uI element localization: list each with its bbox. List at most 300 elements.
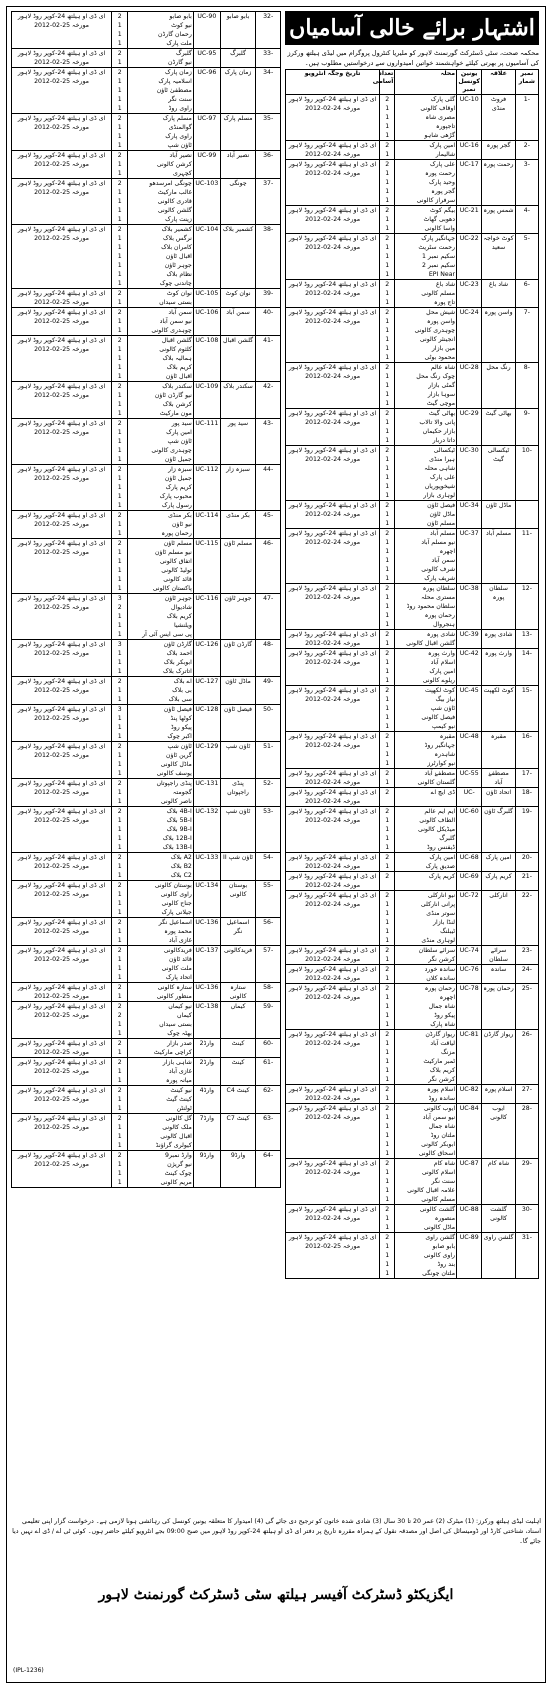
row-counts-line: 1 xyxy=(385,1215,390,1222)
row-counts-line: 1 xyxy=(385,612,390,619)
row-counts-line: 1 xyxy=(385,123,390,130)
row-counts-line: 1 xyxy=(117,493,122,500)
table-row xyxy=(286,234,539,280)
row-counts-line: 1 xyxy=(385,621,390,628)
row-locations-line: کریم پارک xyxy=(165,484,192,491)
row-locations xyxy=(395,1030,457,1085)
row-uc: UC-105 xyxy=(193,289,220,308)
row-counts-line: 1 xyxy=(385,354,390,361)
row-counts xyxy=(380,234,395,280)
row-interview: ای ڈی او ہیلتھ 24-کوپر روڈ لاہور مورخہ 24-02-2012 xyxy=(286,409,380,446)
row-counts-line: 1 xyxy=(385,253,390,260)
row-number: -13 xyxy=(515,630,538,649)
row-locations xyxy=(128,179,194,225)
row-locations-line: ابوبکر بلاک xyxy=(163,659,192,666)
row-counts xyxy=(112,12,128,49)
row-number: -23 xyxy=(515,946,538,965)
row-number: -10 xyxy=(515,446,538,501)
row-locations-line: اسلامیہ پارک xyxy=(158,78,192,85)
row-area: گلشت کالونی xyxy=(482,1205,515,1233)
row-area: بوستان کالونی xyxy=(220,881,256,918)
row-number: -45 xyxy=(256,511,281,539)
row-counts xyxy=(380,141,395,160)
row-locations-line: منصورہ xyxy=(434,1215,456,1222)
row-counts xyxy=(112,1058,128,1086)
row-counts-line: 1 xyxy=(385,696,390,703)
row-uc: UC-69 xyxy=(457,872,482,891)
row-locations-line: صدیق پارک xyxy=(425,863,456,870)
row-counts-line: 2 xyxy=(117,1087,122,1094)
row-counts-line: 1 xyxy=(385,1224,390,1231)
row-number: -41 xyxy=(256,336,281,382)
row-uc: وارڈ2 xyxy=(193,1039,220,1058)
row-locations-line: ریلوے کالونی xyxy=(422,677,456,684)
row-counts-line: 1 xyxy=(117,355,122,362)
row-area: کشمیر بلاک xyxy=(220,225,256,289)
row-number: -32 xyxy=(256,12,281,49)
row-locations xyxy=(128,742,194,779)
row-uc: UC-131 xyxy=(193,779,220,807)
row-locations-line: شاہ جمال xyxy=(428,1123,456,1130)
row-interview: ای ڈی او ہیلتھ 24-کوپر روڈ لاہور مورخہ 24-02-2012 xyxy=(286,160,380,206)
row-counts-line: 1 xyxy=(385,575,390,582)
row-counts-line: 1 xyxy=(385,723,390,730)
row-locations xyxy=(128,308,194,336)
row-counts-line: 1 xyxy=(117,198,122,205)
row-uc: UC-96 xyxy=(193,68,220,114)
row-locations-line: موچی گیٹ xyxy=(426,400,456,407)
row-locations-line: نیاز بیگ xyxy=(435,696,456,703)
row-locations-line: وارڈ نمبر9 xyxy=(164,1152,192,1159)
header-uc: یونین کونسل نمبر xyxy=(458,70,480,93)
row-area: کیماں xyxy=(220,1002,256,1039)
table-row xyxy=(286,984,539,1030)
row-interview: ای ڈی او ہیلتھ 24-کوپر روڈ لاہور مورخہ 24-02-2012 xyxy=(286,686,380,732)
row-counts xyxy=(380,95,395,141)
row-locations xyxy=(128,881,194,918)
vacancy-table-right xyxy=(285,69,539,1279)
row-locations-line: ویلنشیا xyxy=(173,622,192,629)
row-counts xyxy=(380,501,395,529)
row-counts-line: 1 xyxy=(117,392,122,399)
row-locations-line: مسلم پارک xyxy=(162,115,192,122)
row-counts-line: 1 xyxy=(117,622,122,629)
row-locations-line: راوی کالونی xyxy=(423,1252,456,1259)
row-locations-line: کوٹھا پنڈ xyxy=(170,715,192,722)
row-counts-line: 1 xyxy=(117,956,122,963)
row-uc: UC-97 xyxy=(193,114,220,151)
row-counts-line: 1 xyxy=(117,789,122,796)
row-counts xyxy=(380,1085,395,1104)
row-locations-line: چوک رنگ محل xyxy=(416,373,456,380)
row-number: -16 xyxy=(515,732,538,769)
row-locations-line: ستارہ کالونی xyxy=(157,984,192,991)
row-number: -33 xyxy=(256,49,281,68)
row-locations-line: اسماعیل نگر xyxy=(158,919,192,926)
row-locations-line: یوسف کالونی xyxy=(156,770,192,777)
row-area: چونگی xyxy=(220,179,256,225)
row-locations-line: سید پور xyxy=(171,420,192,427)
header-no: نمبر شمار xyxy=(515,70,538,95)
table-row xyxy=(286,788,539,807)
row-number: -39 xyxy=(256,289,281,308)
row-locations xyxy=(128,382,194,419)
row-interview: ای ڈی او ہیلتھ 24-کوپر روڈ لاہور مورخہ 24-02-2012 xyxy=(286,1205,380,1233)
table-row xyxy=(12,419,281,465)
table-row xyxy=(286,280,539,308)
row-counts-line: 1 xyxy=(117,1049,122,1056)
row-uc: UC-72 xyxy=(457,891,482,946)
row-locations-line: محبوب پارک xyxy=(159,493,192,500)
row-uc: UC-23 xyxy=(457,280,482,308)
row-counts-line: 1 xyxy=(117,1142,122,1149)
row-locations-line: اچھرہ xyxy=(439,548,456,555)
table-row xyxy=(286,649,539,686)
row-locations-line: گوالمنڈی xyxy=(168,124,192,131)
row-interview: ای ڈی او ہیلتھ 24-کوپر روڈ لاہور مورخہ 25-02-2012 xyxy=(12,779,112,807)
row-counts-line: 1 xyxy=(385,345,390,352)
row-uc: وارڈ2 xyxy=(193,1058,220,1086)
row-locations-line: امین پارک xyxy=(166,429,192,436)
row-number: -19 xyxy=(515,807,538,853)
row-counts xyxy=(112,1039,128,1058)
row-area: بھاٹی گیٹ xyxy=(482,409,515,446)
row-uc: UC-42 xyxy=(457,649,482,686)
row-number: -11 xyxy=(515,529,538,584)
row-locations-line: جمیل ٹاؤن xyxy=(164,456,192,463)
row-locations-line: اسلام کالونی xyxy=(421,1169,456,1176)
row-locations-line: چاندنی چوک xyxy=(159,280,192,287)
row-locations-line: جناح کالونی xyxy=(161,900,192,907)
row-locations xyxy=(128,114,194,151)
row-counts xyxy=(112,1151,128,1188)
row-locations-line: قادری کالونی xyxy=(157,198,192,205)
row-locations-line: محمود بوٹی xyxy=(424,354,456,361)
row-area: مسلم ٹاؤن xyxy=(220,539,256,594)
row-locations-line: کراچی مارکیٹ xyxy=(153,1049,192,1056)
row-counts-line: 1 xyxy=(385,520,390,527)
row-locations-line: بھاٹی گیٹ xyxy=(428,410,456,417)
row-area: رنگ محل xyxy=(482,363,515,409)
row-area: سبزہ زار xyxy=(220,465,256,511)
row-counts-line: 2 xyxy=(117,420,122,427)
row-counts-line: 1 xyxy=(117,475,122,482)
right-column xyxy=(285,11,539,1659)
row-counts xyxy=(380,984,395,1030)
row-locations-line: کرشن نگر xyxy=(428,956,456,963)
row-counts-line: 1 xyxy=(385,937,390,944)
row-counts xyxy=(380,872,395,891)
row-counts-line: 2 xyxy=(385,808,390,815)
row-locations-line: داتا دربار xyxy=(432,437,456,444)
row-locations-line: سمن آباد xyxy=(431,557,456,564)
row-interview: ای ڈی او ہیلتھ 24-کوپر روڈ لاہور مورخہ 25-02-2012 xyxy=(12,382,112,419)
row-locations-line: اوقاف کالونی xyxy=(420,105,456,112)
row-uc: UC-55 xyxy=(457,769,482,788)
row-locations-line: مریم کالونی xyxy=(160,1179,192,1186)
row-counts-line: 2 xyxy=(385,161,390,168)
row-locations-line: سبزہ زار xyxy=(168,466,192,473)
row-counts-line: 2 xyxy=(385,530,390,537)
row-number: -46 xyxy=(256,539,281,594)
table-row xyxy=(12,918,281,946)
row-uc: UC-95 xyxy=(193,49,220,68)
row-locations xyxy=(395,984,457,1030)
row-number: -28 xyxy=(515,1104,538,1159)
row-uc: UC-68 xyxy=(457,853,482,872)
row-counts xyxy=(380,1233,395,1279)
row-locations-line: شیخوپوریاں xyxy=(424,483,456,490)
row-counts xyxy=(380,206,395,234)
row-counts-line: 1 xyxy=(385,1169,390,1176)
row-uc: UC-24 xyxy=(457,308,482,363)
row-locations xyxy=(395,686,457,732)
row-counts-line: 1 xyxy=(385,1196,390,1203)
row-area: ریواز گارڈن xyxy=(482,1030,515,1085)
row-number: -55 xyxy=(256,881,281,918)
row-interview: ای ڈی او ہیلتھ 24-کوپر روڈ لاہور مورخہ 24-02-2012 xyxy=(286,630,380,649)
row-number: -20 xyxy=(515,853,538,872)
row-locations-line: شادیوال xyxy=(170,604,192,611)
row-interview: ای ڈی او ہیلتھ 24-کوپر روڈ لاہور مورخہ 24-02-2012 xyxy=(286,984,380,1030)
row-locations-line: پرانی انارکلی xyxy=(420,901,456,908)
row-locations-line: اسلام آباد xyxy=(430,659,456,666)
row-counts-line: 1 xyxy=(385,465,390,472)
row-interview: ای ڈی او ہیلتھ 24-کوپر روڈ لاہور مورخہ 25-02-2012 xyxy=(12,1114,112,1151)
row-counts-line: 1 xyxy=(385,327,390,334)
row-interview: ای ڈی او ہیلتھ 24-کوپر روڈ لاہور مورخہ 25-02-2012 xyxy=(12,983,112,1002)
row-counts-line: 2 xyxy=(117,13,122,20)
row-locations-line: سی بلاک xyxy=(168,696,192,703)
row-area: جوہر ٹاؤن xyxy=(220,594,256,640)
table-row xyxy=(286,206,539,234)
row-number: -29 xyxy=(515,1159,538,1205)
row-counts-line: 1 xyxy=(117,567,122,574)
row-uc: UC-21 xyxy=(457,206,482,234)
row-area: گلبرگ xyxy=(220,49,256,68)
row-counts xyxy=(112,807,128,853)
row-locations xyxy=(128,68,194,114)
row-counts-line: 1 xyxy=(385,901,390,908)
row-locations-line: شیش محل xyxy=(426,309,456,316)
row-counts-line: 1 xyxy=(117,1133,122,1140)
table-row xyxy=(286,1159,539,1205)
row-counts xyxy=(380,446,395,501)
row-locations-line: کرشن نگر xyxy=(428,1076,456,1083)
row-counts-line: 2 xyxy=(385,1031,390,1038)
row-counts-line: 2 xyxy=(117,290,122,297)
row-area: شادی پورہ xyxy=(482,630,515,649)
row-number: -42 xyxy=(256,382,281,419)
row-counts-line: 1 xyxy=(385,1095,390,1102)
row-locations-line: رحمان پورہ xyxy=(424,612,456,619)
row-counts-line: 1 xyxy=(117,798,122,805)
row-counts-line: 3 xyxy=(117,706,122,713)
row-locations-line: شاہ پارک xyxy=(430,1021,456,1028)
table-row xyxy=(286,1030,539,1085)
row-locations-line: کریم بلاک xyxy=(166,613,192,620)
row-area: فروٹ منڈی xyxy=(482,95,515,141)
row-locations-line: سکندر بلاک xyxy=(162,383,192,390)
row-counts xyxy=(112,705,128,742)
row-counts-line: 1 xyxy=(385,1058,390,1065)
row-locations-line: بوستان کالونی xyxy=(154,882,192,889)
row-locations-line: گرین ٹاؤن xyxy=(165,752,192,759)
row-uc: UC-60 xyxy=(457,807,482,853)
row-counts-line: 1 xyxy=(117,299,122,306)
row-locations-line: میڈیکل کالونی xyxy=(418,826,456,833)
row-counts-line: 1 xyxy=(385,705,390,712)
row-locations xyxy=(128,1114,194,1151)
row-counts-line: 2 xyxy=(385,966,390,973)
row-number: -3 xyxy=(515,160,538,206)
row-uc: UC-22 xyxy=(457,234,482,280)
row-counts xyxy=(380,769,395,788)
row-counts xyxy=(112,742,128,779)
row-counts-line: 1 xyxy=(385,262,390,269)
row-uc: UC-48 xyxy=(457,732,482,769)
table-row xyxy=(12,179,281,225)
table-row xyxy=(286,769,539,788)
row-counts xyxy=(112,511,128,539)
row-locations-line: گلشت کالونی xyxy=(419,1206,456,1213)
row-locations xyxy=(395,630,457,649)
row-locations-line: فریدکالونی xyxy=(163,947,192,954)
row-locations-line: جوہر ٹاؤن xyxy=(164,595,192,602)
row-uc: UC-88 xyxy=(457,1205,482,1233)
row-interview: ای ڈی او ہیلتھ 24-کوپر روڈ لاہور مورخہ 24-02-2012 xyxy=(286,891,380,946)
row-counts-line: 1 xyxy=(385,640,390,647)
row-counts-line: 2 xyxy=(117,383,122,390)
row-counts-line: 2 xyxy=(385,733,390,740)
row-locations-line: صدر بازار xyxy=(167,1040,192,1047)
row-number: -22 xyxy=(515,891,538,946)
row-locations-line: ہنجروال xyxy=(432,621,456,628)
row-counts-line: 1 xyxy=(117,558,122,565)
row-locations-line: بکر منڈی xyxy=(168,512,192,519)
row-uc: وارڈ4 xyxy=(193,1086,220,1114)
row-locations-line: واسن پورہ xyxy=(426,318,456,325)
row-uc: وارڈ9 xyxy=(193,1151,220,1188)
header-date: تاریخ وجگہ انٹرویو xyxy=(286,70,380,95)
row-locations-line: جوہر ٹاؤن xyxy=(164,262,192,269)
row-interview: ای ڈی او ہیلتھ 24-کوپر روڈ لاہور مورخہ 24-02-2012 xyxy=(286,732,380,769)
row-locations xyxy=(395,1233,457,1279)
row-locations-line: اسلام پورہ xyxy=(427,1086,456,1093)
row-interview: ای ڈی او ہیلتھ 24-کوپر روڈ لاہور مورخہ 24-02-2012 xyxy=(286,1030,380,1085)
intro-text: محکمہ صحت، سٹی ڈسٹرکٹ گورنمنٹ لاہور کو ملیریا کنٹرول پروگرام میں لیڈی ہیلتھ ورکرز کی آسامیوں پر بھرتی کیلئے خواہشمند خواتین امیدواروں سے درخواستیں مطلوب ہیں۔ xyxy=(287,49,539,67)
row-area: بکر منڈی xyxy=(220,511,256,539)
row-locations-line: اقبال کالونی xyxy=(160,1133,192,1140)
row-locations xyxy=(128,1151,194,1188)
table-row xyxy=(286,872,539,891)
row-counts xyxy=(112,382,128,419)
row-locations-line: اسحاق کالونی xyxy=(418,1150,456,1157)
row-counts-line: 2 xyxy=(117,947,122,954)
row-counts-line: 1 xyxy=(117,715,122,722)
row-locations xyxy=(395,584,457,630)
row-counts-line: 1 xyxy=(385,225,390,232)
row-counts-line: 1 xyxy=(385,336,390,343)
row-locations-line: گلشن اقبال کالونی xyxy=(406,640,456,647)
row-counts-line: 2 xyxy=(117,540,122,547)
table-row xyxy=(286,853,539,872)
row-locations-line: ماڈل کالونی xyxy=(423,1224,456,1231)
row-locations xyxy=(128,539,194,594)
row-counts-line: 1 xyxy=(117,456,122,463)
row-counts-line: 1 xyxy=(117,659,122,666)
row-locations-line: تاجپورہ xyxy=(435,123,456,130)
row-locations-line: فیصل ٹاؤن xyxy=(427,502,456,509)
row-area: شاہ کام xyxy=(482,1159,515,1205)
row-counts-line: 1 xyxy=(385,318,390,325)
row-number: -58 xyxy=(256,983,281,1002)
row-counts-line: 1 xyxy=(117,576,122,583)
row-counts-line: 1 xyxy=(117,59,122,66)
row-locations-line: مسلم کالونی xyxy=(421,290,456,297)
row-counts-line: 1 xyxy=(117,216,122,223)
row-locations-line: شاہ کام xyxy=(433,1160,456,1167)
row-locations-line: مستری محلہ xyxy=(421,594,456,601)
row-counts-line: 1 xyxy=(385,1076,390,1083)
table-row xyxy=(12,465,281,511)
row-locations-line: چوک کینٹ xyxy=(164,1170,192,1177)
row-locations xyxy=(128,779,194,807)
row-counts-line: 2 xyxy=(117,1059,122,1066)
row-counts xyxy=(380,529,395,584)
row-area: گلبرگ ٹاؤن xyxy=(482,807,515,853)
row-locations-line: EPI Near xyxy=(428,271,456,278)
row-counts-line: 1 xyxy=(385,742,390,749)
row-locations-line: مسلم آباد xyxy=(429,530,456,537)
row-locations-line: پاکستان کالونی xyxy=(152,585,192,592)
row-locations-line: فیصل ٹاؤن xyxy=(163,706,192,713)
row-locations-line: بند روڈ xyxy=(437,1261,456,1268)
row-counts xyxy=(112,594,128,640)
table-row xyxy=(12,983,281,1002)
row-locations-line: ٹاؤن شپ xyxy=(167,743,192,750)
row-area: کینٹ C4 xyxy=(220,1086,256,1114)
row-number: -47 xyxy=(256,594,281,640)
row-counts xyxy=(112,151,128,179)
row-locations-line: بابو صابو xyxy=(432,1243,456,1250)
row-locations-line: سکیم نمبر 1 xyxy=(422,253,456,260)
row-locations-line: غالب مارکیٹ xyxy=(157,189,192,196)
row-counts-line: 2 xyxy=(117,1012,122,1019)
row-locations-line: ہیرا منڈی xyxy=(429,456,456,463)
row-area: نصیر آباد xyxy=(220,151,256,179)
row-uc: UC-81 xyxy=(457,1030,482,1085)
row-number: -59 xyxy=(256,1002,281,1039)
row-locations-line: نظام بلاک xyxy=(166,271,192,278)
row-area: سید پور xyxy=(220,419,256,465)
header-area: علاقہ xyxy=(482,70,515,95)
row-counts xyxy=(112,419,128,465)
row-interview: ای ڈی او ہیلتھ 24-کوپر روڈ لاہور مورخہ 25-02-2012 xyxy=(12,742,112,779)
row-locations-line: لوہاری منڈی xyxy=(421,937,456,944)
row-locations xyxy=(128,1086,194,1114)
row-locations-line: قائد کالونی xyxy=(163,576,192,583)
row-counts-line: 1 xyxy=(117,40,122,47)
row-number: -53 xyxy=(256,807,281,853)
row-counts-line: 1 xyxy=(117,271,122,278)
row-interview: ای ڈی او ہیلتھ 24-کوپر روڈ لاہور مورخہ 25-02-2012 xyxy=(12,49,112,68)
row-locations-line: کوٹ لکھپت xyxy=(425,687,456,694)
row-locations-line: بھٹہ چوک xyxy=(167,1030,192,1037)
row-locations-line: سلطان محمود روڈ xyxy=(406,603,456,610)
row-locations-line: شاہی بازار xyxy=(162,1059,192,1066)
table-header-row xyxy=(286,70,539,95)
